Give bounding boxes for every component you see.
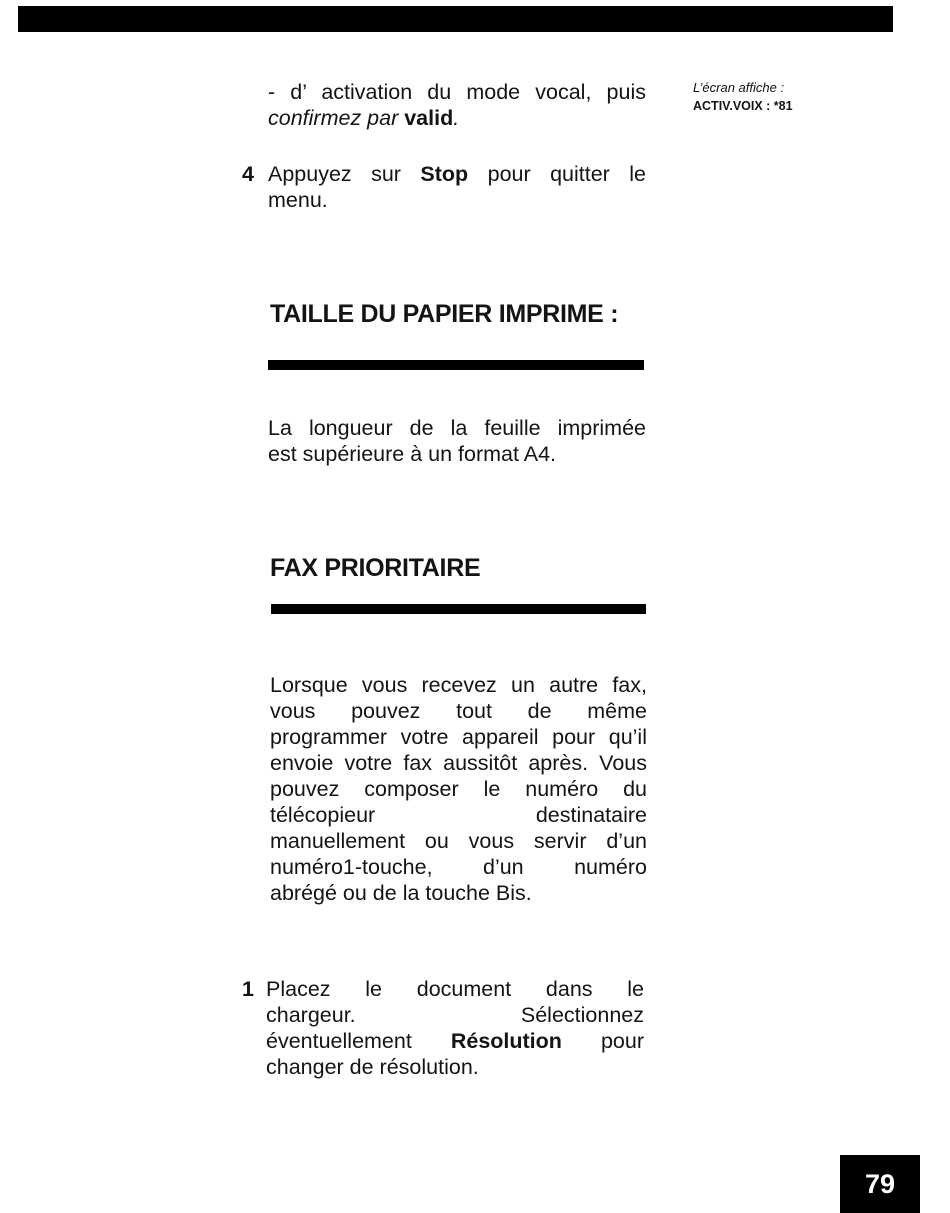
valid-key-label: valid [404, 106, 454, 130]
step-1-line-3 [266, 1028, 644, 1054]
section-2-paragraph [270, 672, 647, 906]
step-4-number: 4 [242, 162, 254, 186]
step-1-line-3-pre: éventuellement [266, 1029, 451, 1053]
paragraph-line: envoie votre fax aussitôt après. Vous [270, 751, 647, 775]
paragraph-line: télécopieur destinataire [270, 803, 647, 827]
step-cont-line-1: - d’ activation du mode vocal, puis [268, 80, 646, 104]
paragraph-line: vous pouvez tout de même [270, 699, 647, 723]
step-1-line-1: Placez le document dans le [266, 977, 644, 1001]
section-2-rule [271, 604, 646, 614]
section-1-text [268, 415, 646, 467]
top-header-bar [18, 6, 893, 32]
section-title-paper-size: TAILLE DU PAPIER IMPRIME : [270, 300, 619, 328]
section-title-priority-fax: FAX PRIORITAIRE [270, 554, 481, 582]
stop-key-label: Stop [420, 162, 469, 186]
screen-caption: L’écran affiche : [693, 80, 785, 95]
step-4-line-1 [268, 161, 646, 187]
step-1-line-2: chargeur. Sélectionnez [266, 1003, 644, 1027]
paragraph-line: manuellement ou vous servir d’un [270, 829, 647, 853]
step-cont-line-2-post: . [453, 106, 460, 130]
step-1-line-4: changer de résolution. [266, 1055, 479, 1079]
step-4-post: pour quitter le [468, 162, 646, 186]
step-4-pre: Appuyez sur [268, 162, 421, 186]
paragraph-line: Lorsque vous recevez un autre fax, [270, 673, 647, 697]
page-number: 79 [840, 1155, 920, 1213]
step-cont-line-2-pre: confirmez par [268, 106, 405, 130]
section-1-line-2: est supérieure à un format A4. [268, 442, 557, 466]
section-1-line-1: La longueur de la feuille imprimée [268, 416, 646, 440]
section-1-rule [268, 360, 644, 370]
step-cont-line-2 [268, 105, 646, 131]
screen-display-note [693, 79, 793, 115]
step-continuation [268, 79, 646, 131]
paragraph-line: abrégé ou de la touche Bis. [270, 881, 532, 905]
paragraph-line: numéro1-touche, d’un numéro [270, 855, 647, 879]
paragraph-line: pouvez composer le numéro du [270, 777, 647, 801]
screen-display-value: ACTIV.VOIX : *81 [693, 99, 793, 113]
step-4-line-2: menu. [268, 188, 328, 212]
paragraph-line: programmer votre appareil pour qu’il [270, 725, 647, 749]
step-4-text [268, 161, 646, 213]
step-1-line-3-post: pour [561, 1029, 644, 1053]
resolution-key-label: Résolution [450, 1029, 562, 1053]
step-1-number: 1 [242, 977, 254, 1001]
step-1-text [266, 976, 644, 1080]
